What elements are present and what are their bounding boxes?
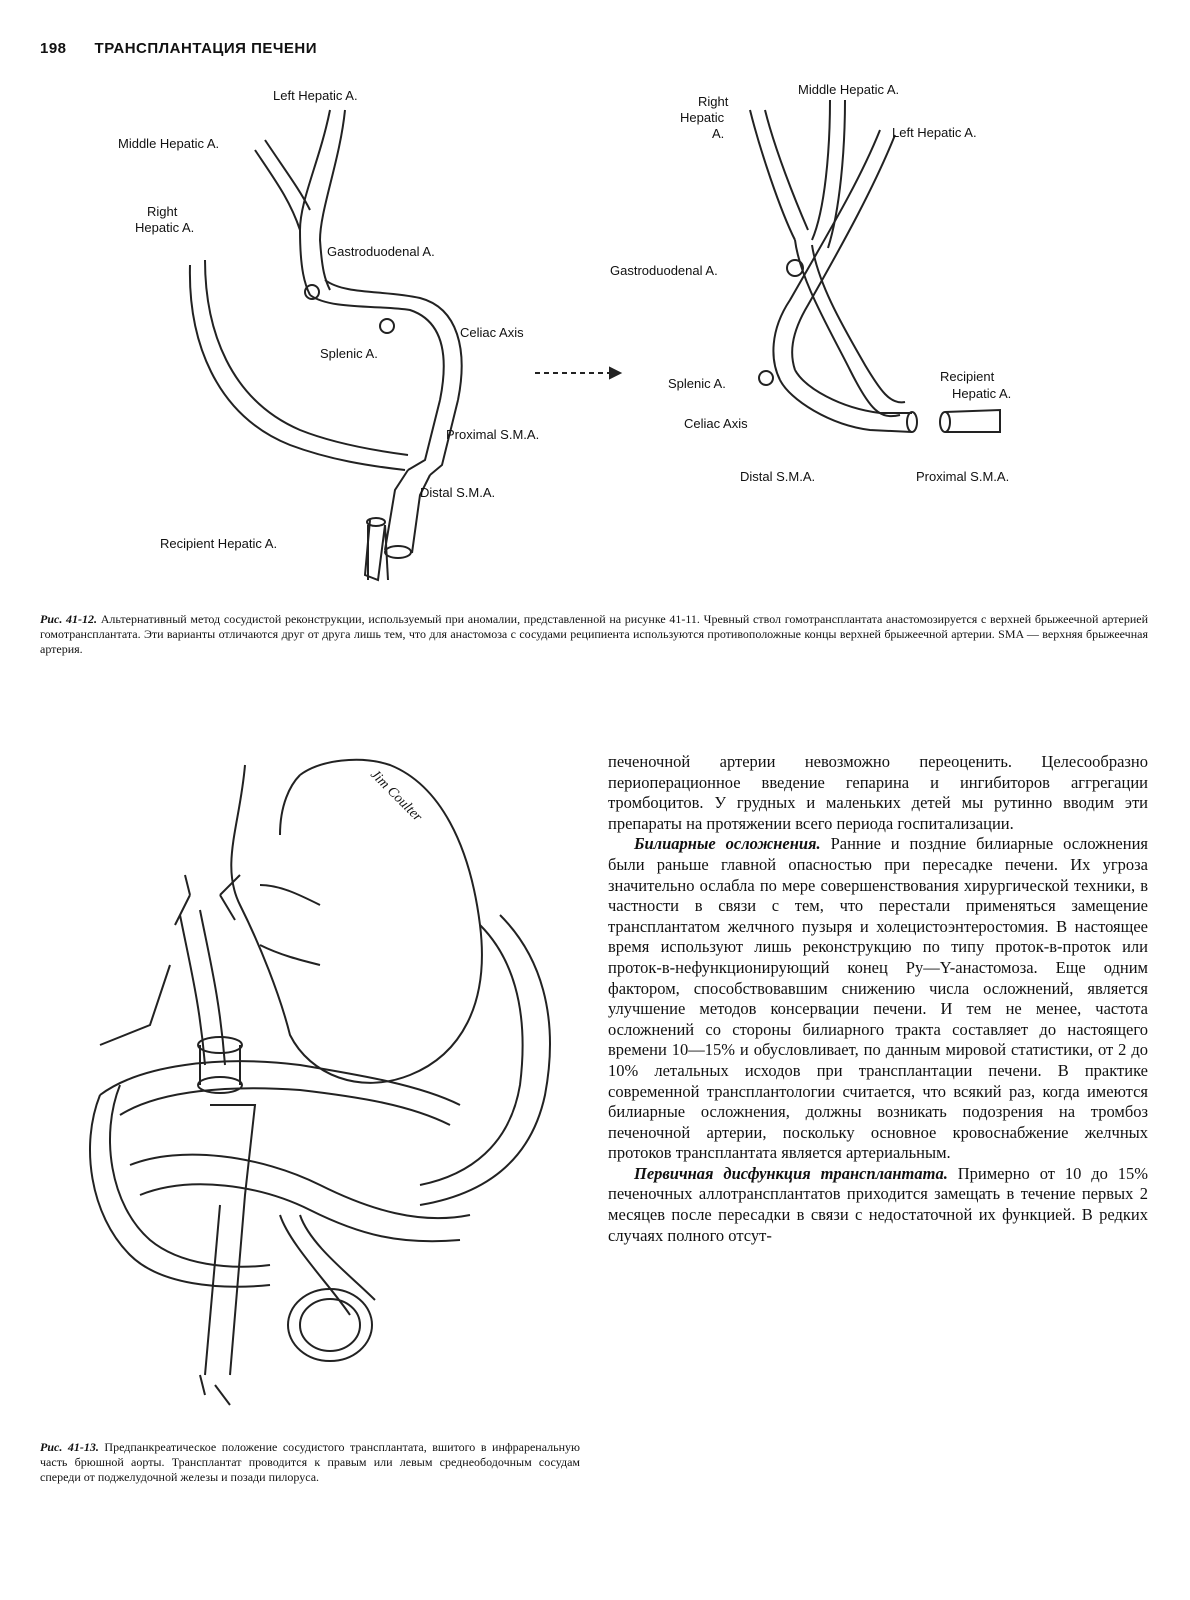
label-splenic-a: Splenic A. bbox=[320, 346, 378, 361]
body-text-column bbox=[608, 752, 1148, 1246]
label-r-left-hepatic: Left Hepatic A. bbox=[892, 125, 977, 140]
label-r-recipient-line2: Hepatic A. bbox=[952, 386, 1012, 401]
label-r-right-hepatic-line3: A. bbox=[712, 126, 725, 141]
caption-text: Альтернативный метод сосудистой реконструкции, используемый при аномалии, представленной на рисунке 41-11. Чревный ствол гомотрансплантата анастомозируется с верхней брыжеечной артерией гомотрансплантата. Эти варианты отличаются друг от друга лишь тем, что для анастомоза с сосудами реципиента используются противоположные концы верхней брыжеечной артерии. SMA — верхняя брыжеечная артерия. bbox=[40, 612, 1149, 656]
caption-text: Предпанкреатическое положение сосудистого трансплантата, вшитого в инфраренальную часть брюшной аорты. Трансплантат проводится к правым или левым среднеободочным сосудам спереди от поджелудочной железы и позади пилоруса. bbox=[40, 1440, 581, 1484]
label-r-right-hepatic-line2: Hepatic bbox=[680, 110, 725, 125]
caption-fig-41-13 bbox=[40, 1440, 580, 1485]
label-right-hepatic-a-line2: Hepatic A. bbox=[135, 220, 195, 235]
paragraph-biliary bbox=[608, 834, 1148, 1164]
label-recipient-hepatic-a: Recipient Hepatic A. bbox=[160, 536, 278, 551]
heading-biliary: Билиарные осложнения. bbox=[634, 834, 821, 854]
label-r-proximal-sma: Proximal S.M.A. bbox=[916, 469, 1010, 484]
paragraph-biliary-text: Ранние и поздние билиарные осложнения были раньше главной опасностью при пересадке печени. Их угроза значительно ослабла по мере совершенствования хирургической техники, в частности в связи с тем, что перестали применяться замещение трансплантатом желчного пузыря и холецистоэнтеростомия. В настоящее время используют лишь реконструкцию по типу проток-в-проток или проток-в-нефункционирующий конец Ру—Y-анастомоза. Еще одним фактором, способствовавшим снижению числа осложнений, является улучшение методов консервации печени. И тем не менее, частота осложнений со стороны билиарного тракта составляет до настоящего времени 10—15% и обусловливает, по данным мировой статистики, от 2 до 10% летальных исходов при трансплантации печени. В практике современной трансплантологии считается, что всякий раз, когда имеются билиарные осложнения, должны возникать подозрения на тромбоз печеночной артерии, поскольку основное кровоснабжение желчных протоков трансплантата является артериальным. bbox=[608, 834, 1148, 1163]
label-r-splenic: Splenic A. bbox=[668, 376, 726, 391]
label-distal-sma: Distal S.M.A. bbox=[420, 485, 496, 500]
label-r-right-hepatic-line1: Right bbox=[698, 94, 729, 109]
figure-41-12 bbox=[0, 70, 1190, 630]
page-number: 198 bbox=[40, 40, 67, 57]
heading-dysfunction: Первичная дисфункция трансплантата. bbox=[634, 1163, 948, 1183]
caption-label: Рис. 41-13. bbox=[40, 1440, 99, 1454]
running-header bbox=[40, 40, 317, 57]
caption-fig-41-12 bbox=[40, 612, 1148, 657]
label-middle-hepatic-a: Middle Hepatic A. bbox=[118, 136, 220, 151]
paragraph-dysfunction-text: Примерно от 10 до 15% печеночных аллотрансплантатов приходится замещать в течение первых 2 месяцев после пересадки в связи с недостаточной их функцией. В редких случаях полного отсут- bbox=[608, 1163, 1148, 1245]
paragraph-1: печеночной артерии невозможно переоценить. Целесообразно периоперационное введение гепарина и ингибиторов аггрегации тромбоцитов. У грудных и маленьких детей мы рутинно вводим эти препараты на протяжении всего периода госпитализации. bbox=[608, 752, 1148, 833]
label-proximal-sma: Proximal S.M.A. bbox=[446, 427, 540, 442]
illustrator-signature: Jim Coulter bbox=[367, 767, 425, 825]
paragraph-dysfunction bbox=[608, 1164, 1148, 1246]
caption-label: Рис. 41-12. bbox=[40, 612, 98, 626]
label-r-middle-hepatic: Middle Hepatic A. bbox=[798, 82, 900, 97]
label-r-celiac-axis: Celiac Axis bbox=[684, 416, 748, 431]
label-right-hepatic-a-line1: Right bbox=[147, 204, 178, 219]
chapter-title: ТРАНСПЛАНТАЦИЯ ПЕЧЕНИ bbox=[94, 40, 318, 57]
label-r-gastroduodenal: Gastroduodenal A. bbox=[610, 263, 718, 278]
label-left-hepatic-a: Left Hepatic A. bbox=[273, 88, 358, 103]
label-r-recipient-line1: Recipient bbox=[940, 369, 995, 384]
label-celiac-axis: Celiac Axis bbox=[460, 325, 524, 340]
figure-41-13-illustration bbox=[40, 745, 595, 1425]
label-gastroduodenal-a: Gastroduodenal A. bbox=[327, 244, 435, 259]
label-r-distal-sma: Distal S.M.A. bbox=[740, 469, 816, 484]
